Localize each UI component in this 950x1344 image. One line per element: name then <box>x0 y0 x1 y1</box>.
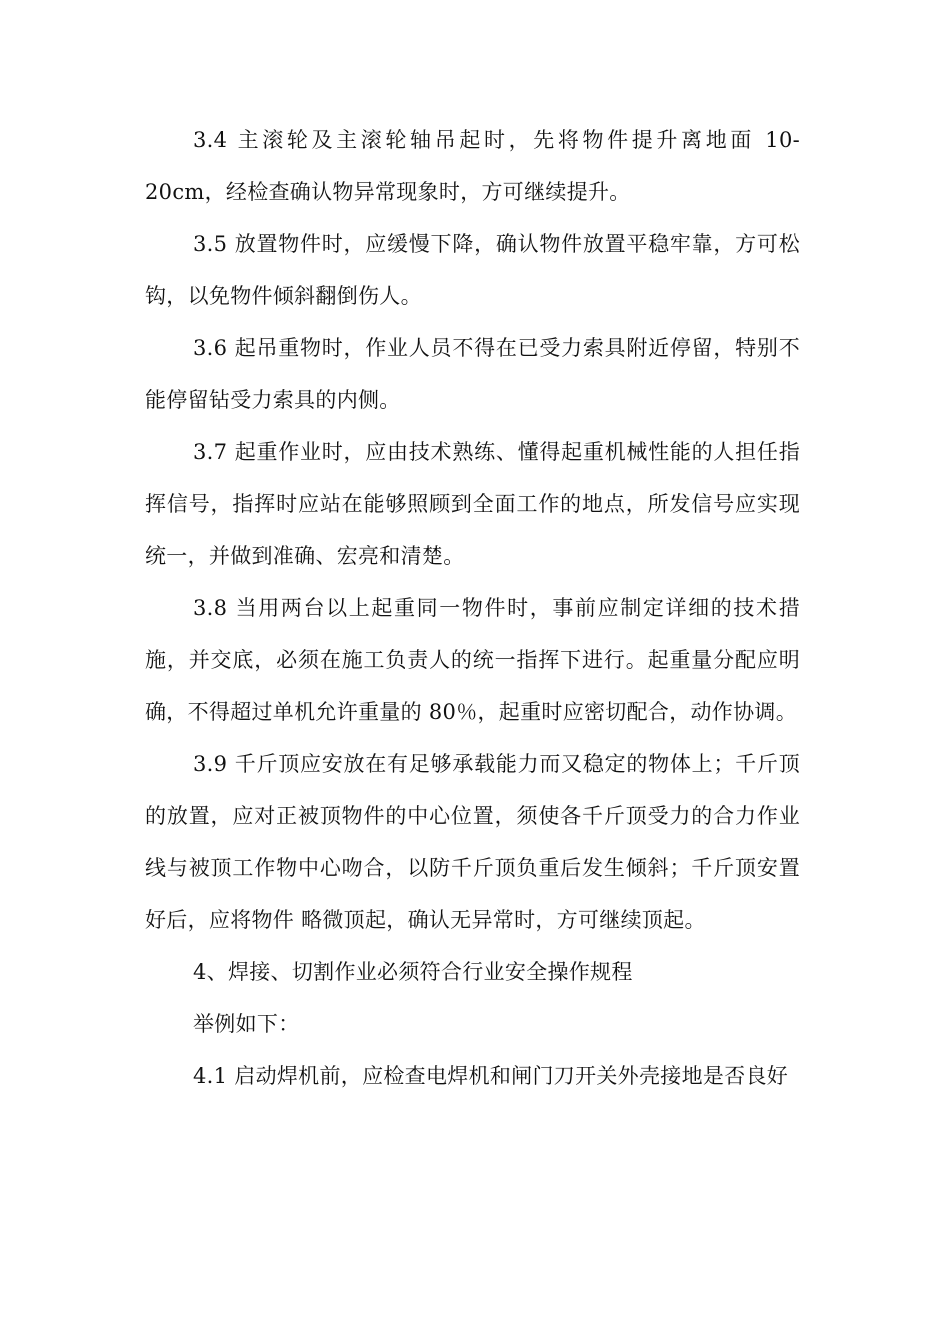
paragraph-3-5: 3.5 放置物件时，应缓慢下降，确认物件放置平稳牢靠，方可松钩，以免物件倾斜翻倒伤人。 <box>145 232 800 308</box>
paragraph-3-7: 3.7 起重作业时，应由技术熟练、懂得起重机械性能的人担任指挥信号，指挥时应站在能够照顾到全面工作的地点，所发信号应实现统一，并做到准确、宏亮和清楚。 <box>145 440 800 568</box>
document-body <box>145 114 800 1102</box>
example-intro: 举例如下： <box>193 1012 300 1036</box>
paragraph-4-1: 4.1 启动焊机前，应检查电焊机和闸门刀开关外壳接地是否良好 <box>193 1064 789 1088</box>
paragraph-3-4: 3.4 主滚轮及主滚轮轴吊起时，先将物件提升离地面 10-20cm，经检查确认物异常现象时，方可继续提升。 <box>145 128 800 204</box>
paragraph-3-9: 3.9 千斤顶应安放在有足够承载能力而又稳定的物体上；千斤顶的放置，应对正被顶物件的中心位置，须使各千斤顶受力的合力作业线与被顶工作物中心吻合，以防千斤顶负重后发生倾斜；千斤顶安置好后，应将物件 略微顶起，确认无异常时，方可继续顶起。 <box>145 752 800 932</box>
section-heading-4: 4、焊接、切割作业必须符合行业安全操作规程 <box>193 960 633 984</box>
paragraph-3-8: 3.8 当用两台以上起重同一物件时，事前应制定详细的技术措施，并交底，必须在施工负责人的统一指挥下进行。起重量分配应明确，不得超过单机允许重量的 80％，起重时应密切配合，动作协调。 <box>145 596 800 724</box>
paragraph-3-6: 3.6 起吊重物时，作业人员不得在已受力索具附近停留，特别不能停留钻受力索具的内侧。 <box>145 336 800 412</box>
